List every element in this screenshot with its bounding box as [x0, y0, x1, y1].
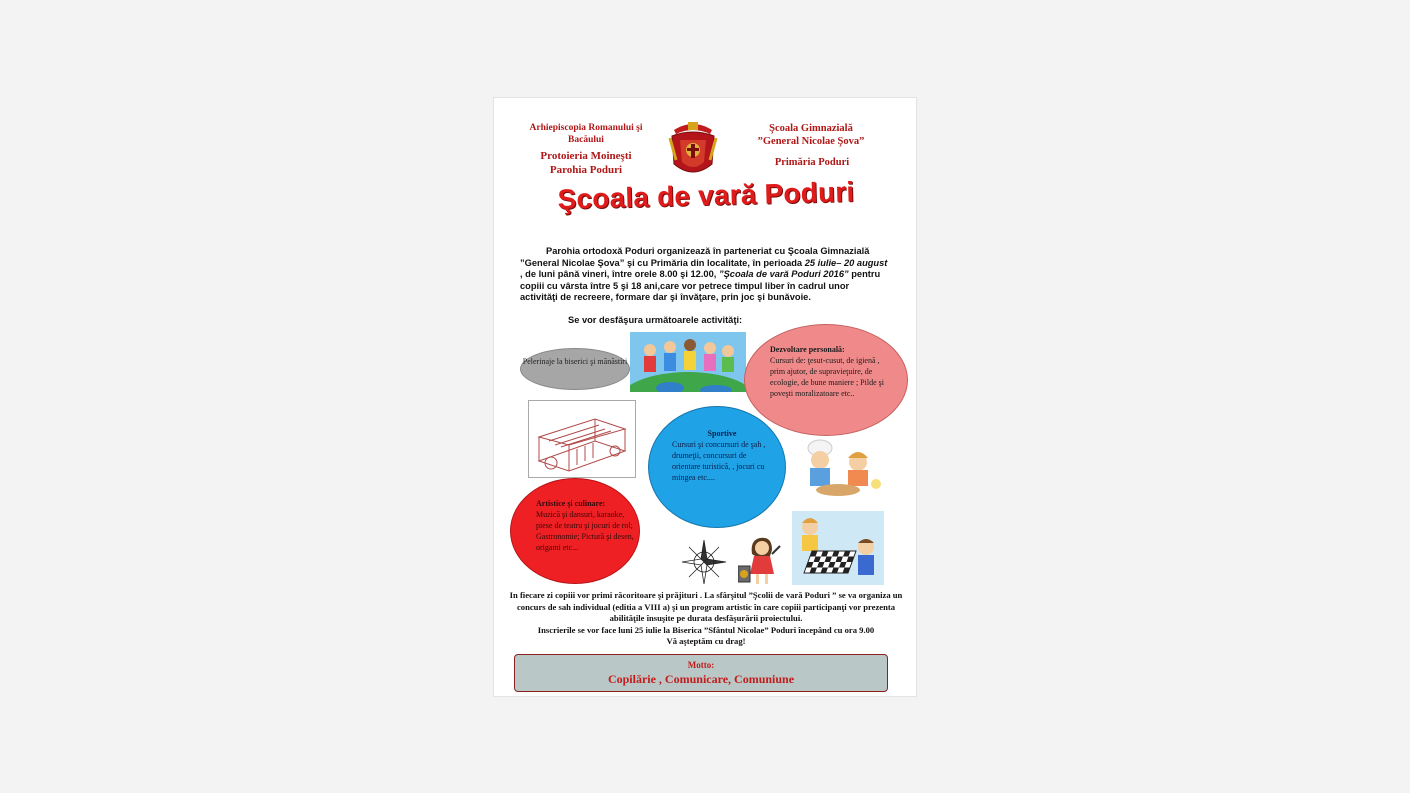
personal-development-title: Dezvoltare personală:	[770, 345, 845, 354]
sports-content	[672, 428, 772, 483]
deanery-parish-label	[524, 149, 648, 177]
arts-culinary-title: Artistice şi culinare:	[536, 499, 606, 508]
arts-culinary-content	[536, 498, 636, 553]
archdiocese-label: Arhiepiscopia Romanului şi Bacăului	[529, 123, 643, 145]
intro-program-name: ”Şcoala de vară Poduri 2016”	[718, 269, 849, 280]
motto-box	[514, 654, 888, 692]
children-playing-chess-illustration	[792, 511, 884, 585]
closing-text-3: Vă aşteptăm cu drag!	[666, 636, 746, 647]
activities-heading: Se vor desfăşura următoarele activităţi:	[568, 315, 743, 325]
closing-text-1: In fiecare zi copiii vor primi răcoritoare şi prăjituri . La sfârşitul ”Şcolii de vară Poduri ” se va organiza un concurs de sah individual (editia a VIII a) şi un program artistic în care copiii participanţi vor prezenta abilităţile însuşite pe durata desfăşurării proiectului.	[509, 590, 903, 624]
intro-text-3: pentru copiii cu vârsta între 5 şi 18 ani,care vor petrece timpul liber în cadrul unor activităţi de recreere, formare dar şi învăţare, prin joc şi bunăvoie.	[520, 269, 881, 303]
page-title: Şcoala de vară Poduri	[557, 176, 855, 215]
pilgrimage-bubble	[520, 348, 630, 390]
intro-text-1: Parohia ortodoxă Poduri organizează în parteneriat cu Şcoala Gimnazială ”General Nicolae Şova” şi cu Primăria din localitate, în perioada	[520, 246, 870, 268]
intro-paragraph	[520, 246, 888, 304]
children-on-globe-illustration	[630, 332, 746, 392]
weaving-loom-sketch	[528, 400, 636, 478]
sports-text: Cursuri şi concursuri de şah , drumeţii, concursuri de orientare turistică, , jocuri cu mingea etc....	[672, 440, 766, 482]
closing-paragraph	[506, 590, 906, 648]
closing-text-2: Inscrierile se vor face luni 25 iulie la Biserica ”Sfântul Nicolae” Poduri începând cu ora 9.00	[537, 624, 875, 635]
intro-dates: 25 iulie– 20 august	[804, 257, 888, 268]
pilgrimage-text: Pelerinaje la biserici şi mănăstiri	[522, 357, 628, 366]
flyer-page	[493, 97, 917, 697]
school-name: ”General Nicolae Şova”	[757, 136, 865, 147]
motto-text: Copilărie , Comunicare, Comuniune	[607, 672, 795, 686]
parish-name: Parohia Poduri	[549, 164, 623, 176]
deanery-name: Protoieria Moineşti	[540, 150, 632, 162]
town-hall-label: Primăria Poduri	[774, 157, 850, 168]
school-label	[746, 122, 876, 148]
personal-development-content	[770, 344, 886, 399]
intro-text-2: , de luni până vineri, între orele 8.00 şi 12.00,	[520, 269, 719, 280]
arts-culinary-text: Muzică şi dansuri, karaoke, piese de teatru şi jocuri de rol; Gastronomie; Pictură şi desen, origami etc...	[536, 510, 634, 552]
coat-of-arms-icon	[668, 120, 718, 178]
personal-development-text: Cursuri de: ţesut-cusut, de igienă , prim ajutor, de supravieţuire, de ecologie, de bune maniere ; Pilde şi poveşti moralizatoare etc..	[770, 356, 884, 398]
compass-rose-icon	[680, 538, 728, 586]
sports-title: Sportive	[707, 429, 737, 438]
karaoke-girl-illustration	[738, 534, 784, 586]
school-type: Şcoala Gimnazială	[769, 123, 853, 134]
motto-label: Motto:	[687, 660, 715, 670]
children-cooking-illustration	[790, 438, 886, 500]
